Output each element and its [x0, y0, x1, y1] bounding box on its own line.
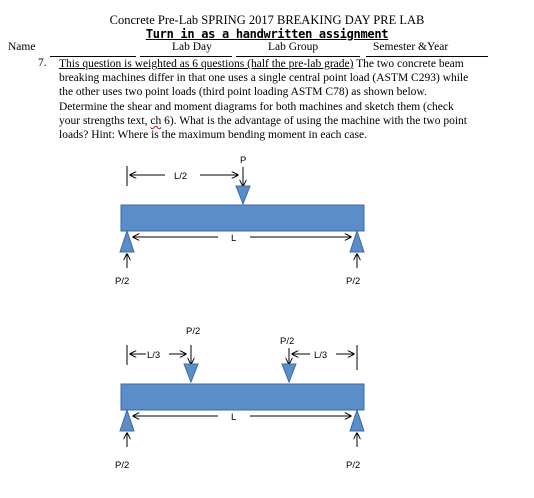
load-wedge — [236, 186, 250, 204]
left-support — [120, 231, 134, 252]
question-line-1-rest: The two concrete beam — [353, 58, 464, 70]
right-load-label: P/2 — [280, 336, 295, 347]
worksheet-title: Concrete Pre-Lab SPRING 2017 BREAKING DAY PRE LAB — [109, 13, 425, 27]
lab-day-label: Lab Day — [172, 41, 212, 53]
left-support-2 — [120, 410, 134, 431]
left-load-wedge — [184, 364, 198, 382]
lab-group-label: Lab Group — [268, 41, 319, 53]
right-load-wedge — [282, 364, 296, 382]
span-label: L — [231, 233, 237, 244]
right-third-label: L/3 — [314, 350, 328, 361]
question-weight-note: This question is weighted as 6 questions (half the pre-lab grade) — [59, 58, 354, 70]
half-span-label: L/2 — [174, 171, 188, 182]
question-number: 7. — [38, 57, 47, 69]
question-line-6: loads? Hint: Where is the maximum bending moment in each case. — [59, 129, 367, 142]
name-label: Name — [8, 41, 36, 53]
left-load-label: P/2 — [186, 326, 201, 337]
question-line-3: the other uses two point loads (third point loading ASTM C78) as shown below. — [59, 86, 427, 99]
spellcheck-flag: ch — [150, 114, 162, 127]
span-label-2: L — [231, 412, 237, 423]
beam-1 — [121, 205, 364, 231]
right-reaction-label-2: P/2 — [346, 460, 361, 471]
semester-year-label: Semester &Year — [373, 41, 449, 53]
right-support — [350, 231, 364, 252]
point-load-label: P — [240, 155, 247, 166]
question-line-2: breaking machines differ in that one uses a single central point load (ASTM C293) while — [59, 72, 469, 85]
third-point-load-diagram — [115, 326, 364, 471]
question-line-4: Determine the shear and moment diagrams for both machines and sketch them (check — [59, 100, 454, 113]
right-reaction-label: P/2 — [346, 276, 361, 287]
worksheet-subtitle: Turn in as a handwritten assignment — [145, 27, 389, 41]
question-line-5-after: 6). What is the advantage of using the machine with the two point — [161, 114, 467, 127]
left-reaction-label: P/2 — [115, 276, 130, 287]
left-reaction-label-2: P/2 — [115, 460, 130, 471]
right-support-2 — [350, 410, 364, 431]
center-load-diagram — [115, 155, 364, 287]
beam-2 — [121, 384, 364, 410]
question-line-5-before: your strengths text, — [59, 114, 151, 127]
left-third-label: L/3 — [147, 350, 161, 361]
